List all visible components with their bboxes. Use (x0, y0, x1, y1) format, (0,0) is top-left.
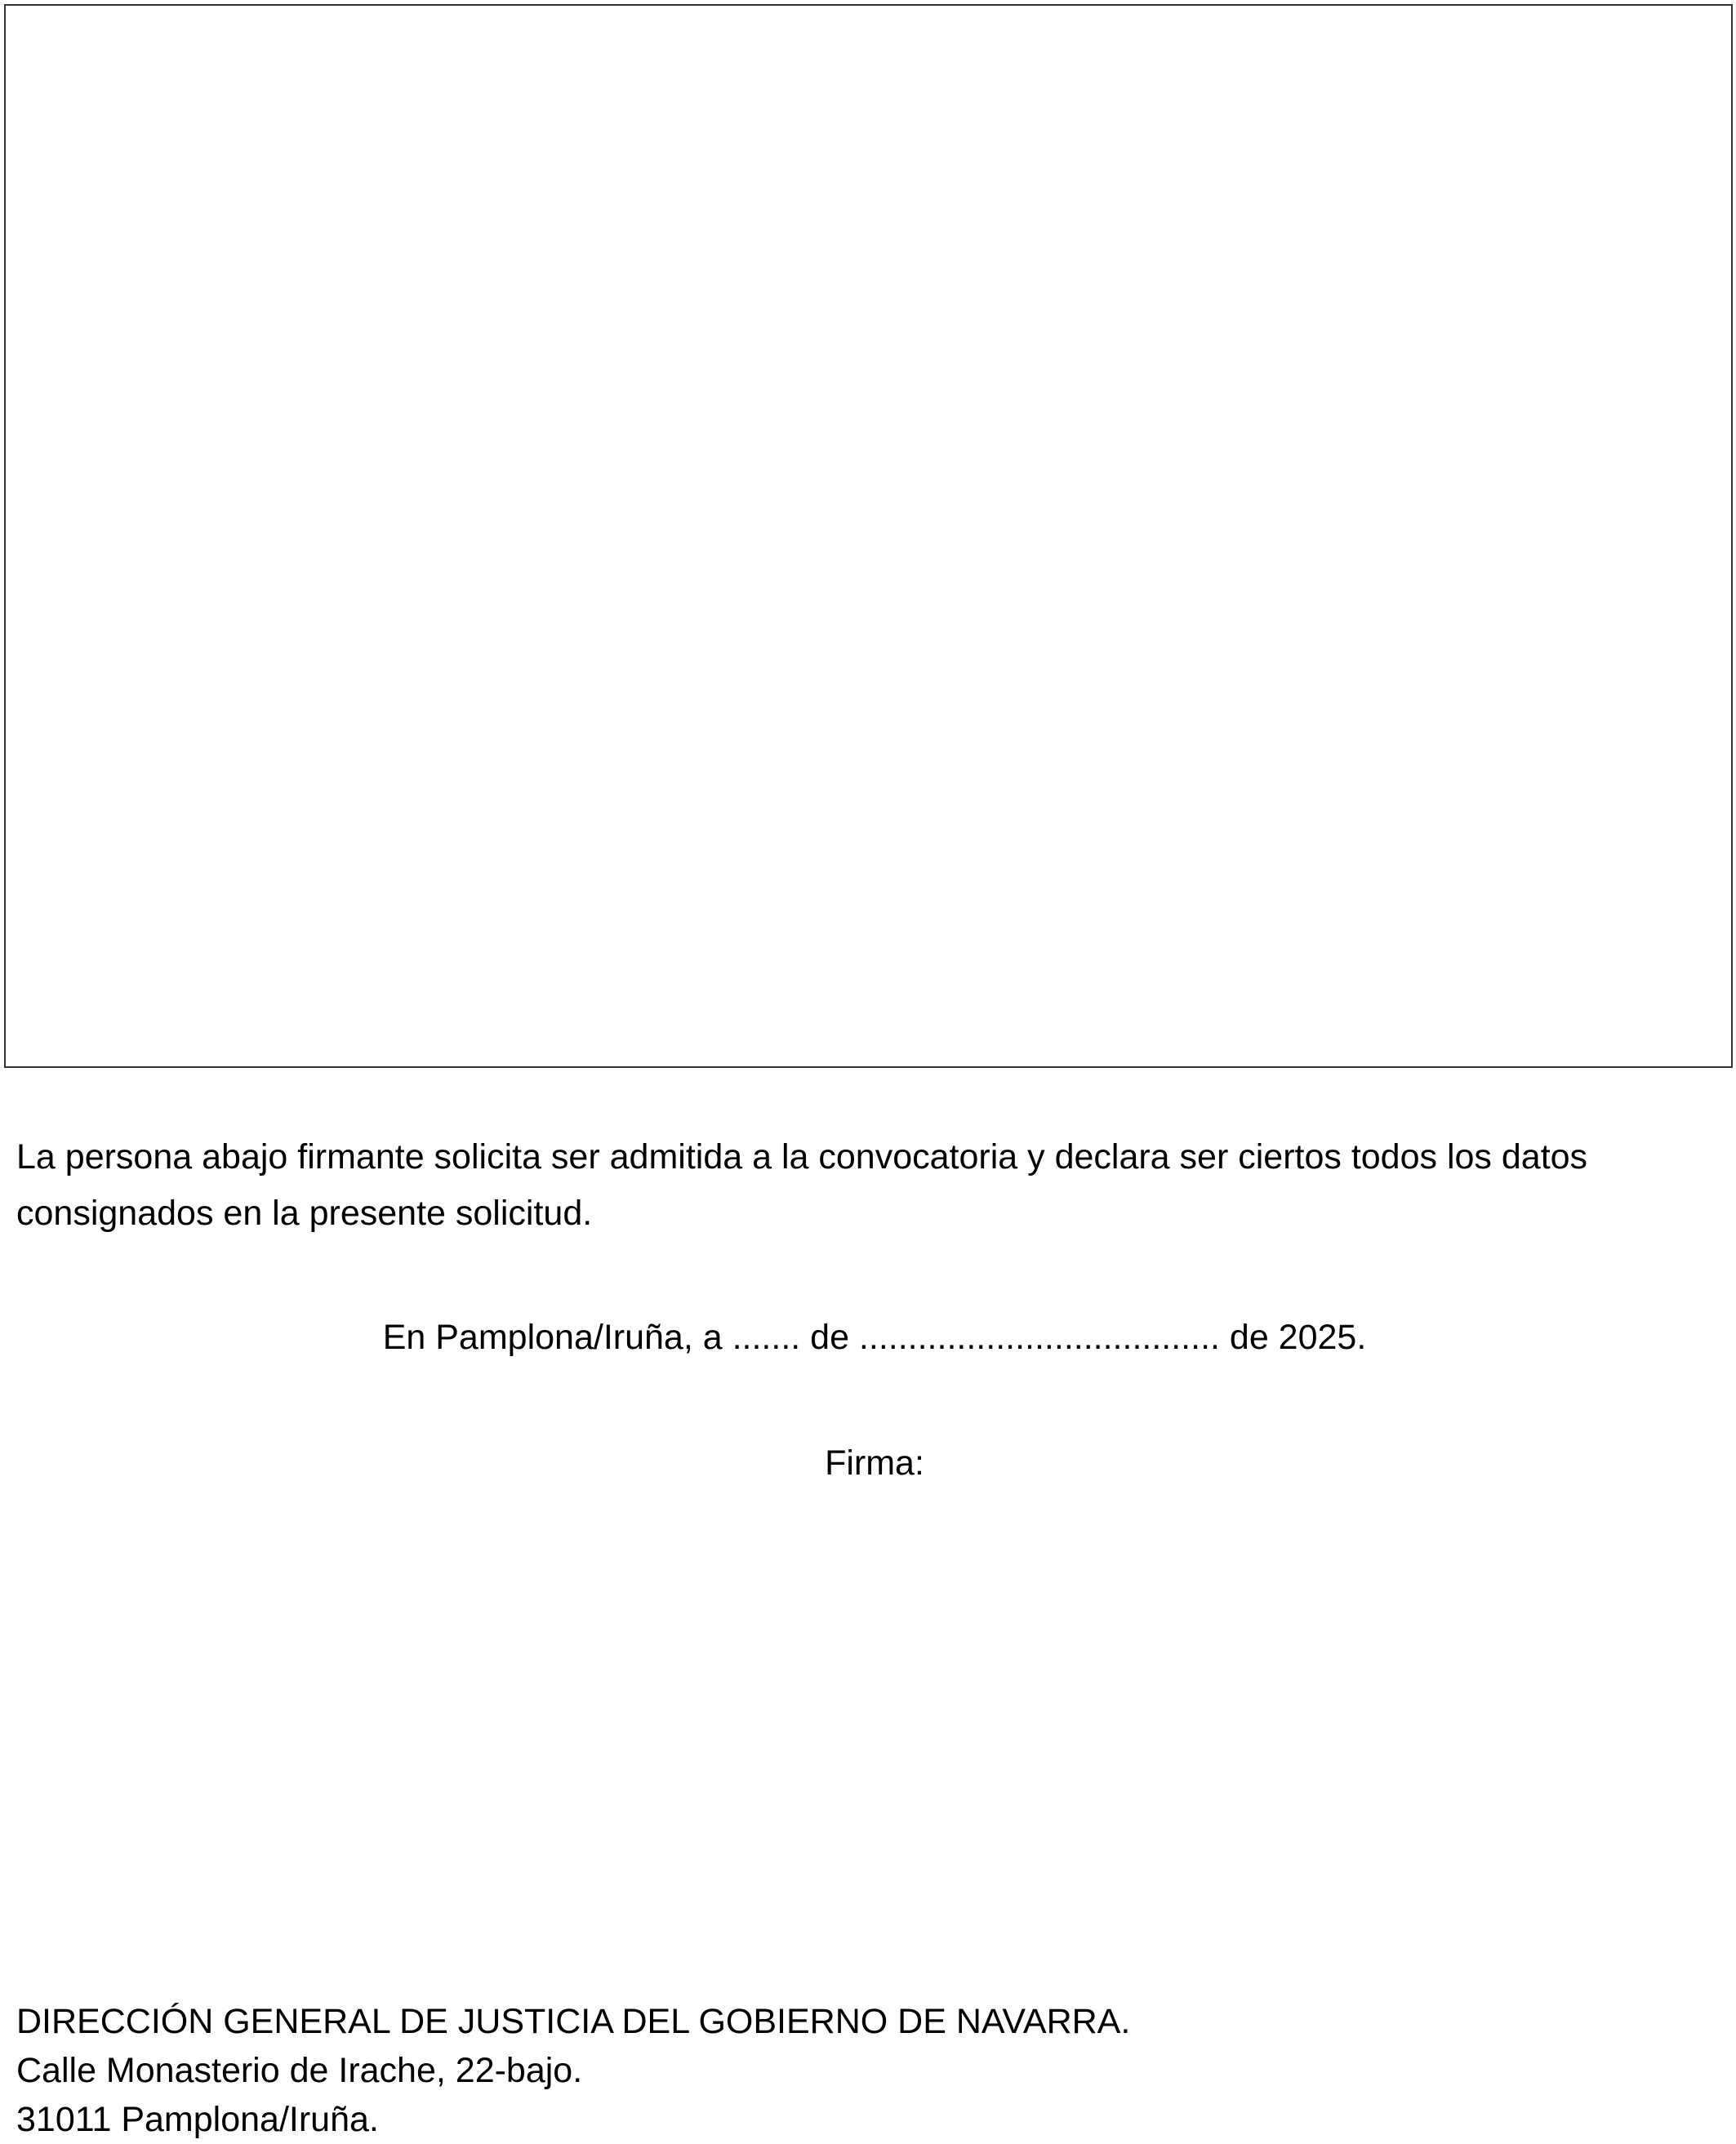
footer-line-2: Calle Monasterio de Irache, 22-bajo. (16, 2051, 583, 2090)
footer-line-3: 31011 Pamplona/Iruña. (16, 2100, 379, 2139)
date-line: En Pamplona/Iruña, a ....... de ..................................... de 2025. (382, 1318, 1367, 1357)
declaration-text: La persona abajo firmante solicita ser admitida a la convocatoria y declara ser ciertos todos los datos consignados en la presente solicitud. (16, 1137, 1588, 1233)
blank-form-box (4, 4, 1733, 1068)
footer-line-1: DIRECCIÓN GENERAL DE JUSTICIA DEL GOBIERNO DE NAVARRA. (16, 2002, 1131, 2041)
signature-label: Firma: (825, 1443, 924, 1483)
